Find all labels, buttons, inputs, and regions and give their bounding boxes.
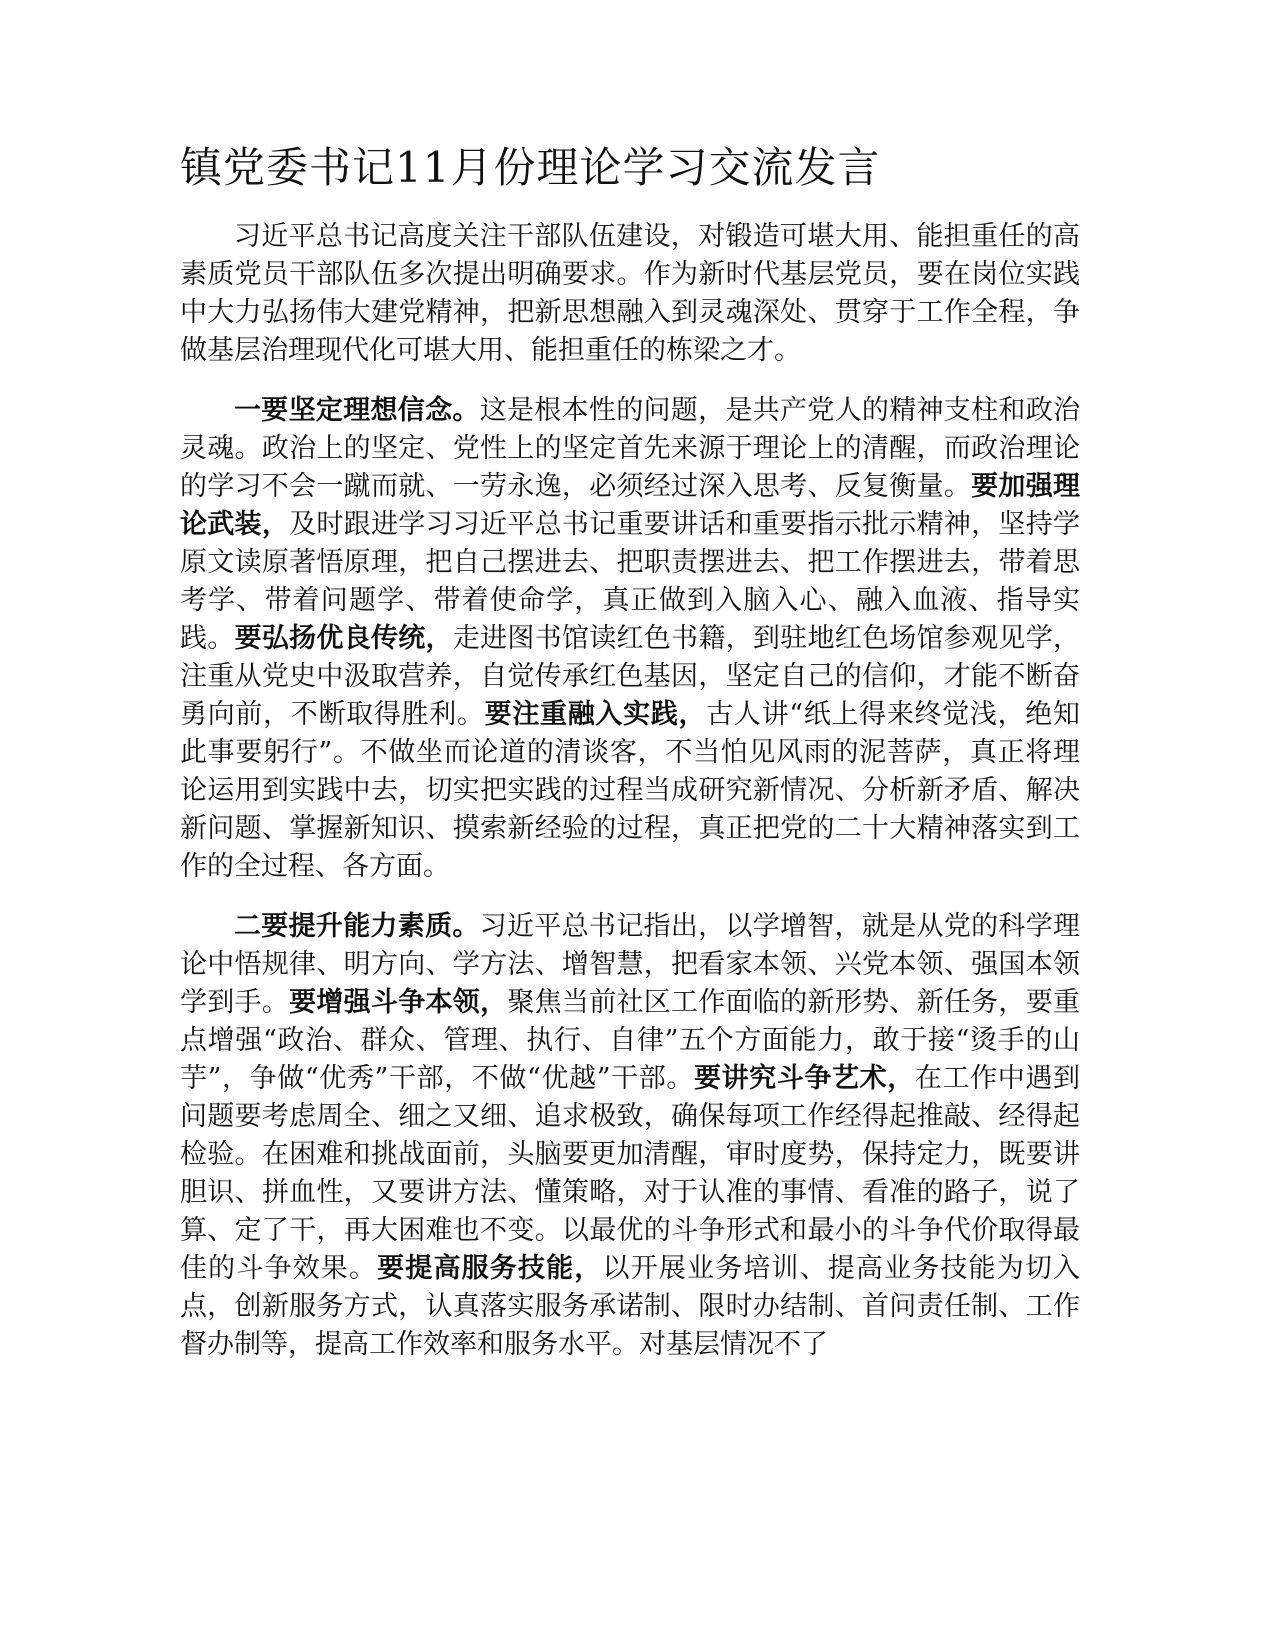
section-2-heading: 二要提升能力素质。 xyxy=(234,911,480,942)
section-2-point-3: 要提高服务技能， xyxy=(377,1253,603,1284)
section-1-paragraph xyxy=(180,392,1080,886)
section-1-point-2: 要弘扬优良传统， xyxy=(234,623,453,654)
section-2-text-2: 聚焦当前社区工作面临的新形势、新任务，要重点增强“政治、群众、管理、执行、自律”五个方面能力，敢于接“烫手的山芋”，争做“优秀”干部，不做“优越”干部。 xyxy=(180,987,1080,1094)
section-1-point-3: 要注重融入实践， xyxy=(484,699,707,730)
section-2-point-2: 要讲究斗争艺术， xyxy=(693,1063,915,1094)
section-2-text-1: 习近平总书记指出，以学增智，就是从党的科学理论中悟规律、明方向、学方法、增智慧，把看家本领、兴党本领、强国本领学到手。 xyxy=(180,911,1081,1018)
section-1-heading: 一要坚定理想信念。 xyxy=(234,395,480,426)
section-1-point-1: 要加强理论武装， xyxy=(180,471,1080,540)
section-2-point-1: 要增强斗争本领， xyxy=(289,987,508,1018)
section-2-text-4: 以开展业务培训、提高业务技能为切入点，创新服务方式，认真落实服务承诺制、限时办结制、首问责任制、工作督办制等，提高工作效率和服务水平。对基层情况不了 xyxy=(180,1253,1081,1360)
section-2-paragraph xyxy=(180,908,1080,1364)
intro-paragraph: 习近平总书记高度关注干部队伍建设，对锻造可堪大用、能担重任的高素质党员干部队伍多次提出明确要求。作为新时代基层党员，要在岗位实践中大力弘扬伟大建党精神，把新思想融入到灵魂深处、贯穿于工作全程，争做基层治理现代化可堪大用、能担重任的栋梁之才。 xyxy=(180,221,1080,366)
document-title: 镇党委书记11月份理论学习交流发言 xyxy=(180,143,881,192)
section-1-text-3: 走进图书馆读红色书籍，到驻地红色场馆参观见学，注重从党史中汲取营养，自觉传承红色基因，坚定自己的信仰，才能不断奋勇向前，不断取得胜利。 xyxy=(180,623,1080,730)
document-page xyxy=(180,140,1080,1386)
section-1-text-1: 这是根本性的问题，是共产党人的精神支柱和政治灵魂。政治上的坚定、党性上的坚定首先来源于理论上的清醒，而政治理论的学习不会一蹴而就、一劳永逸，必须经过深入思考、反复衡量。 xyxy=(180,395,1081,502)
section-2-text-3: 在工作中遇到问题要考虑周全、细之又细、追求极致，确保每项工作经得起推敲、经得起检验。在困难和挑战面前，头脑要更加清醒，审时度势，保持定力，既要讲胆识、拼血性，又要讲方法、懂策略，对于认准的事情、看准的路子，说了算、定了干，再大困难也不变。以最优的斗争形式和最小的斗争代价取得最佳的斗争效果。 xyxy=(180,1063,1081,1284)
section-1-text-2: 及时跟进学习习近平总书记重要讲话和重要指示批示精神，坚持学原文读原著悟原理，把自己摆进去、把职责摆进去、把工作摆进去，带着思考学、带着问题学、带着使命学，真正做到入脑入心、融入血液、指导实践。 xyxy=(180,509,1080,654)
section-1-text-4: 古人讲“纸上得来终觉浅，绝知此事要躬行”。不做坐而论道的清谈客，不当怕见风雨的泥菩萨，真正将理论运用到实践中去，切实把实践的过程当成研究新情况、分析新矛盾、解决新问题、掌握新知识、摸索新经验的过程，真正把党的二十大精神落实到工作的全过程、各方面。 xyxy=(180,699,1081,882)
